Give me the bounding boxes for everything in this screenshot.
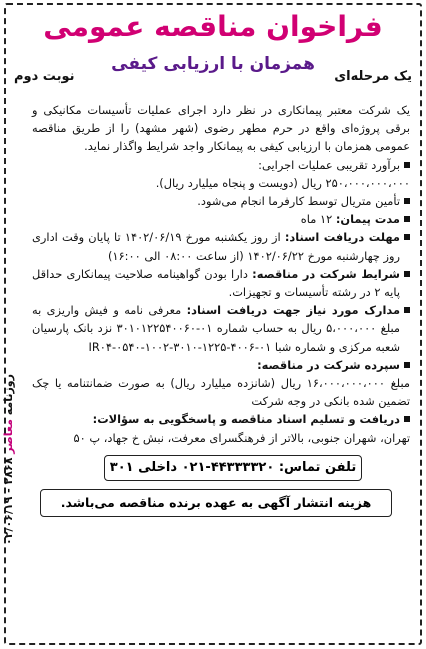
documents-value: معرفی نامه و فیش واریزی به مبلغ ۵،۰۰۰،۰۰۰ ریال به حساب شماره ۰۱-۳۰۱۰۱۲۲۵۴۰۰۶۰ نزد بانک پارسیان شعبه مرکزی و شماره شبا IR۰۴-۰۵۴۰-۱۰۰۲-۳۰۱۰-۱۲۲۵-۴۰۰۶-۰۱	[32, 303, 401, 354]
duration-value: ۱۲ ماه	[300, 212, 333, 227]
conditions-value: دارا بودن گواهینامه صلاحیت پیمانکاری حداقل پایه ۲ در رشته تأسیسات و تجهیزات.	[32, 266, 400, 300]
documents-label: مدارک مورد نیاز جهت دریافت اسناد:	[186, 303, 401, 318]
header	[12, 9, 414, 95]
page-subtitle: همزمان با ارزیابی کیفی	[111, 54, 315, 74]
documents-item	[32, 301, 410, 356]
round-label: نوبت دوم	[14, 69, 75, 84]
stage-label: یک مرحله‌ای	[334, 69, 412, 84]
contact-phone: تلفن تماس: ۴۴۳۳۳۳۲۰-۰۲۱ داخلی ۳۰۱	[104, 455, 362, 481]
deadline-label: مهلت دریافت اسناد:	[284, 230, 400, 245]
conditions-label: شرایط شرکت در مناقصه:	[252, 266, 400, 281]
newspaper-name: روزنامه	[2, 374, 15, 416]
footer-note: هزینه انتشار آگهی به عهده برنده مناقصه می‌باشد.	[40, 489, 392, 517]
duration-item	[32, 210, 410, 228]
conditions-item	[32, 265, 410, 301]
deadline-item	[32, 228, 410, 264]
estimate-item	[32, 156, 410, 174]
newspaper-side-strip	[2, 330, 24, 590]
estimate-value: ۲۵۰،۰۰۰،۰۰۰،۰۰۰ ریال (دویست و پنجاه میلیارد ریال).	[155, 175, 410, 190]
intro-text: یک شرکت معتبر پیمانکاری در نظر دارد اجرای عملیات تأسیسات مکانیکی و برقی پروژه‌ای واقع در حرم مطهر رضوی (شهر مشهد) را از طریق مناقصه عمومی همزمان با ارزیابی کیفی به پیمانکار واجد شرایط واگذار نماید.	[32, 103, 410, 154]
issue-number: ۲۸۶۸ - ۰۲/۰۶/۱۹	[2, 458, 15, 546]
guarantee-label: سپرده شرکت در مناقصه:	[257, 357, 400, 372]
submission-item	[32, 410, 410, 428]
submission-address: تهران، شهران جنوبی، بالاتر از فرهنگسرای معرفت، نبش خ جهاد، پ ۵۰	[73, 430, 410, 445]
guarantee-value: مبلغ ۱۶،۰۰۰،۰۰۰،۰۰۰ ریال (شانزده میلیارد ریال) به صورت ضمانتنامه یا چک تضمین شده بانکی در وجه شرکت	[32, 376, 410, 409]
submission-label: دریافت و تسلیم اسناد مناقصه و پاسخگویی به سؤالات:	[92, 412, 400, 427]
newspaper-accent: معاصر	[2, 419, 15, 455]
materials-item: تأمین متریال توسط کارفرما انجام می‌شود.	[32, 192, 410, 210]
estimate-label: برآورد تقریبی عملیات اجرایی:	[258, 157, 400, 172]
page-title: فراخوان مناقصه عمومی	[43, 10, 383, 43]
duration-label: مدت پیمان:	[335, 212, 400, 227]
deadline-value: از روز یکشنبه مورخ ۱۴۰۲/۰۶/۱۹ تا پایان وقت اداری روز چهارشنبه مورخ ۱۴۰۲/۰۶/۲۲ (از ساعت ۰۸:۰۰ الی ۱۶:۰۰)	[32, 230, 400, 263]
guarantee-item	[32, 356, 410, 374]
